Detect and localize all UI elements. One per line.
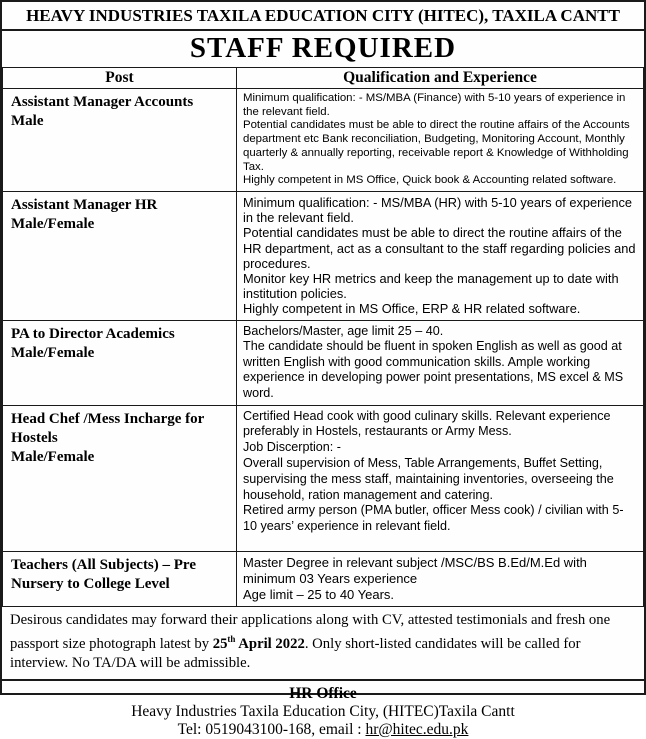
qualification-paragraph: Job Discerption: - bbox=[243, 440, 341, 455]
post-title: Head Chef /Mess Incharge for Hostels bbox=[11, 410, 205, 446]
qualification-paragraph: Monitor key HR metrics and keep the management up to date with institution policies. bbox=[243, 270, 619, 302]
post-title: PA to Director Academics bbox=[11, 325, 175, 342]
qualification-paragraph: Potential candidates must be able to direct the routine affairs of the HR department, act as a consultant to the staff regarding policies and procedures. bbox=[243, 225, 636, 271]
post-gender: Male/Female bbox=[11, 448, 95, 465]
row-head-chef-mess-incharge bbox=[3, 405, 644, 551]
qualification-cell bbox=[237, 551, 644, 606]
hr-office-section bbox=[2, 681, 644, 739]
qualification-paragraph: Retired army person (PMA butler, officer Mess cook) / civilian with 5-10 years’ experience in relevant field. bbox=[243, 503, 624, 534]
qualification-paragraph: Minimum qualification: - MS/MBA (HR) with 5-10 years of experience in the relevant field. bbox=[243, 194, 633, 226]
row-assistant-manager-accounts bbox=[3, 89, 644, 192]
qualification-paragraph: Potential candidates must be able to direct the routine affairs of the Accounts department etc Bank reconciliation, Budgeting, Monitoring Account, Monthly quarterly & annually reporting, receivable report & Knowledge of Withholding Tax. bbox=[243, 119, 630, 173]
instructions-text-before-date: Desirous candidates may forward their applications along with CV, attested testimonials and fresh one passport size photograph latest by bbox=[10, 611, 611, 652]
post-gender: Male/Female bbox=[11, 344, 95, 361]
hr-office-address: Heavy Industries Taxila Education City, (HITEC)Taxila Cantt bbox=[131, 702, 515, 720]
row-teachers-all-subjects bbox=[3, 551, 644, 606]
post-title: Assistant Manager Accounts bbox=[11, 94, 194, 110]
post-gender: Male bbox=[11, 113, 44, 129]
qualification-paragraph: Minimum qualification: - MS/MBA (Finance) with 5-10 years of experience in the relevant field. bbox=[243, 92, 626, 118]
post-gender: Male/Female bbox=[11, 215, 95, 232]
staff-required-heading: STAFF REQUIRED bbox=[189, 32, 457, 64]
post-cell bbox=[3, 320, 237, 405]
row-assistant-manager-hr bbox=[3, 191, 644, 320]
row-pa-to-director-academics bbox=[3, 320, 644, 405]
deadline-date: 25th April 2022 bbox=[212, 634, 305, 652]
post-cell bbox=[3, 405, 237, 551]
qualification-paragraph: Age limit – 25 to 40 Years. bbox=[243, 586, 395, 602]
post-cell bbox=[3, 89, 237, 192]
qualification-cell bbox=[237, 191, 644, 320]
qualification-paragraph: Bachelors/Master, age limit 25 – 40. bbox=[243, 323, 444, 338]
qualification-paragraph: The candidate should be fluent in spoken English as well as good at written English with good communication skills. Ample working experience in developing power point presentations, MS excel & MS word. bbox=[243, 339, 624, 400]
column-header-post: Post bbox=[3, 68, 237, 89]
qualification-cell bbox=[237, 405, 644, 551]
post-title: Assistant Manager HR bbox=[11, 196, 158, 213]
qualification-cell bbox=[237, 89, 644, 192]
hr-office-contact bbox=[2, 721, 644, 739]
post-cell bbox=[3, 191, 237, 320]
jobs-table bbox=[2, 67, 644, 607]
hr-office-title: HR Office bbox=[289, 684, 357, 702]
qualification-paragraph: Overall supervision of Mess, Table Arrangements, Buffet Setting, supervising the mess staff, maintaining inventories, overseeing the household, ration management and catering. bbox=[243, 455, 614, 502]
table-header-row bbox=[3, 68, 644, 89]
qualification-paragraph: Highly competent in MS Office, Quick book & Accounting related software. bbox=[243, 174, 617, 187]
post-title: Teachers (All Subjects) – Pre Nursery to College Level bbox=[11, 556, 196, 592]
qualification-paragraph: Highly competent in MS Office, ERP & HR related software. bbox=[243, 301, 581, 317]
qualification-paragraph: Certified Head cook with good culinary skills. Relevant experience preferably in Hostels, restaurants or Army Mess. bbox=[243, 408, 611, 439]
organization-title: HEAVY INDUSTRIES TAXILA EDUCATION CITY (HITEC), TAXILA CANTT bbox=[2, 2, 644, 31]
qualification-cell bbox=[237, 320, 644, 405]
qualification-paragraph: Master Degree in relevant subject /MSC/BS B.Ed/M.Ed with minimum 03 Years experience bbox=[243, 554, 587, 586]
email-link[interactable]: hr@hitec.edu.pk bbox=[365, 720, 469, 738]
telephone-text: Tel: 0519043100-168, email : bbox=[177, 720, 366, 738]
instructions-text-after-date: . Only short-listed candidates will be called for interview. No TA/DA will be admissible. bbox=[10, 635, 581, 672]
application-instructions bbox=[2, 607, 644, 681]
post-cell bbox=[3, 551, 237, 606]
column-header-qualification: Qualification and Experience bbox=[237, 68, 644, 89]
